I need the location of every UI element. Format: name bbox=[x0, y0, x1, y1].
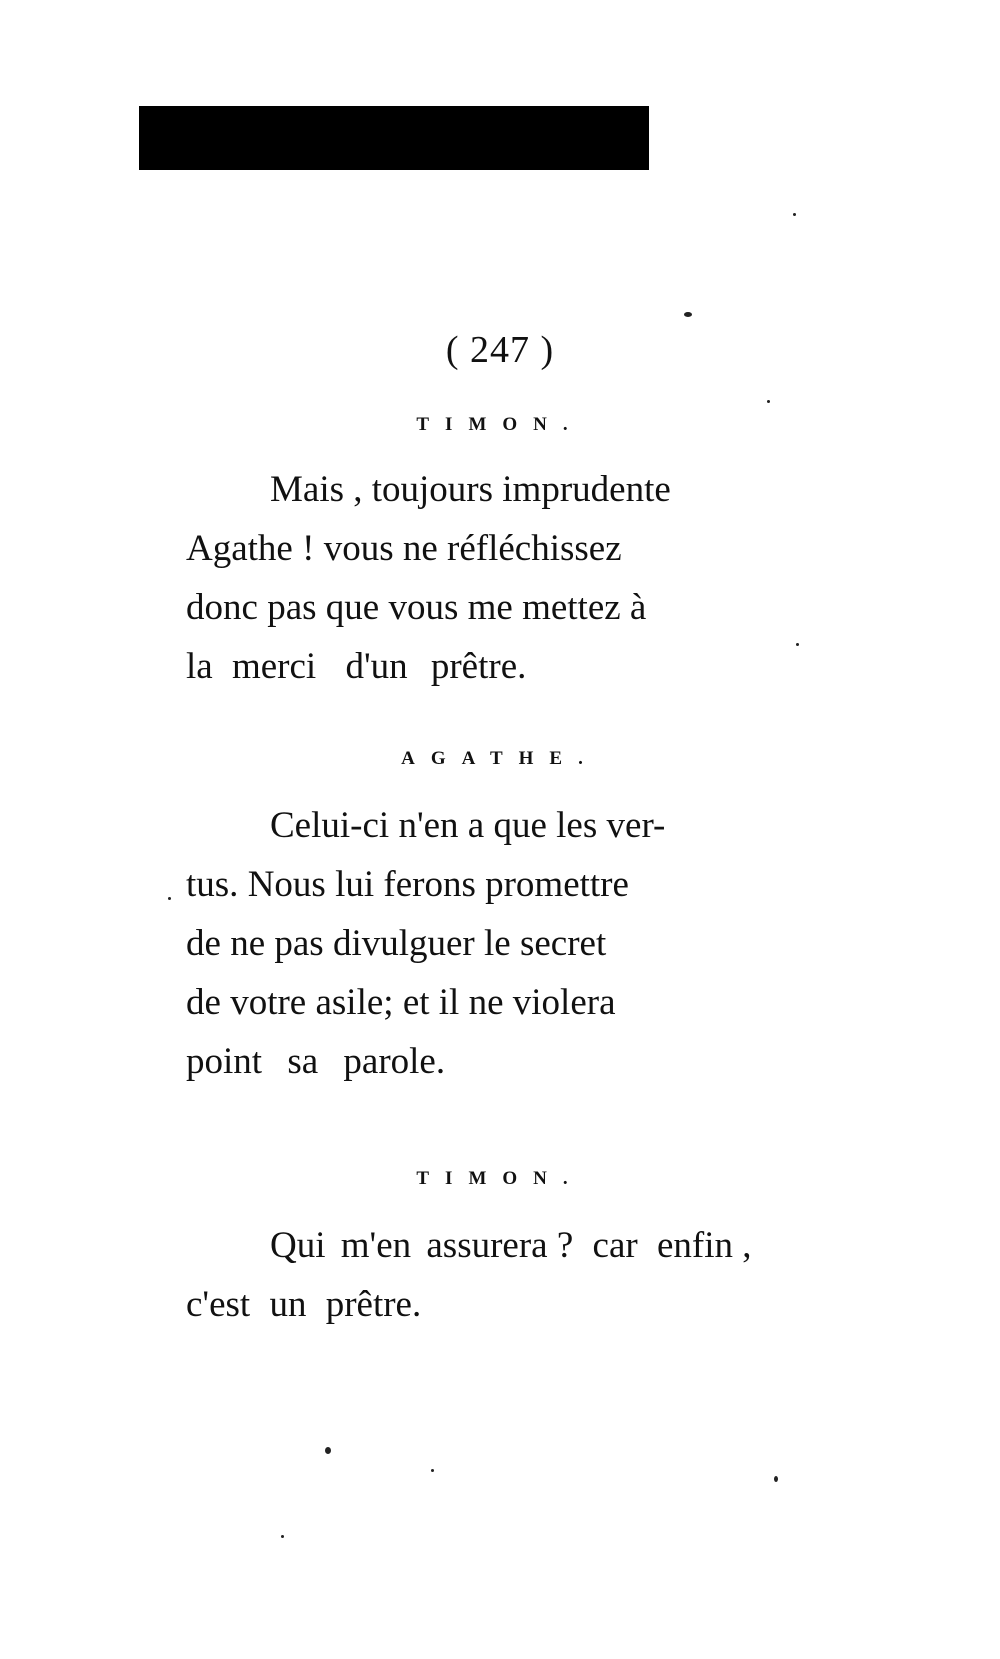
word: et bbox=[402, 982, 430, 1023]
scan-speck bbox=[796, 643, 799, 646]
speaker-label: TIMON. bbox=[416, 414, 584, 435]
scan-speck bbox=[325, 1447, 331, 1454]
word: imprudente bbox=[502, 469, 671, 510]
word: assurera bbox=[426, 1225, 548, 1266]
word: asile; bbox=[315, 982, 394, 1023]
word: point bbox=[186, 1041, 263, 1082]
word: pas bbox=[274, 923, 324, 964]
word: que bbox=[493, 805, 547, 846]
word: , bbox=[353, 469, 363, 510]
word: prêtre. bbox=[430, 646, 527, 687]
word: Nous bbox=[247, 864, 326, 905]
text-line bbox=[186, 914, 736, 973]
scan-speck bbox=[168, 897, 171, 900]
text-line bbox=[186, 1216, 752, 1275]
text-line bbox=[186, 855, 736, 914]
speaker-label: AGATHE. bbox=[401, 748, 599, 769]
word: de bbox=[186, 923, 221, 964]
word: donc bbox=[186, 587, 258, 628]
word: pas bbox=[267, 587, 317, 628]
text-line bbox=[186, 578, 736, 637]
scan-speck bbox=[281, 1535, 284, 1538]
word: Mais bbox=[270, 469, 344, 510]
word: réfléchissez bbox=[447, 528, 622, 569]
word: n'en bbox=[398, 805, 459, 846]
redaction-bar bbox=[139, 106, 649, 170]
page-number: ( 247 ) bbox=[445, 329, 555, 371]
word: ferons bbox=[383, 864, 476, 905]
speech-block bbox=[186, 460, 736, 696]
word: promettre bbox=[485, 864, 629, 905]
speech-block bbox=[186, 796, 736, 1091]
word: car bbox=[592, 1225, 638, 1266]
word: parole. bbox=[343, 1041, 446, 1082]
word: mettez bbox=[522, 587, 621, 628]
word: divulguer bbox=[332, 923, 475, 964]
text-line bbox=[186, 637, 736, 696]
word: ver- bbox=[606, 805, 666, 846]
word: a bbox=[467, 805, 485, 846]
word: vous bbox=[323, 528, 394, 569]
word: que bbox=[325, 587, 380, 628]
word: sa bbox=[287, 1041, 319, 1082]
word: vous bbox=[388, 587, 459, 628]
text-line bbox=[186, 796, 736, 855]
scan-speck bbox=[431, 1469, 434, 1472]
word: toujours bbox=[371, 469, 494, 510]
word: enfin bbox=[656, 1225, 733, 1266]
word: ne bbox=[468, 982, 504, 1023]
word: à bbox=[629, 587, 647, 628]
word: il bbox=[438, 982, 460, 1023]
word: d'un bbox=[345, 646, 408, 687]
word: de bbox=[186, 982, 221, 1023]
word: le bbox=[484, 923, 511, 964]
scan-speck bbox=[767, 400, 770, 403]
word: ! bbox=[302, 528, 315, 569]
word: merci bbox=[231, 646, 317, 687]
word: lui bbox=[335, 864, 375, 905]
word: Celui-ci bbox=[270, 805, 390, 846]
text-line bbox=[186, 1275, 736, 1334]
word: c'est bbox=[186, 1284, 251, 1325]
text-line bbox=[186, 1032, 736, 1091]
word: ne bbox=[402, 528, 438, 569]
word: prêtre. bbox=[325, 1284, 422, 1325]
word: votre bbox=[230, 982, 307, 1023]
word: m'en bbox=[340, 1225, 412, 1266]
speech-block bbox=[186, 1216, 752, 1334]
word: ne bbox=[230, 923, 266, 964]
scan-speck bbox=[793, 213, 796, 216]
word: ? bbox=[556, 1225, 574, 1266]
word: violera bbox=[512, 982, 616, 1023]
speaker-label: TIMON. bbox=[416, 1168, 584, 1189]
word: un bbox=[269, 1284, 307, 1325]
text-line bbox=[186, 519, 736, 578]
word: la bbox=[186, 646, 213, 687]
word: Qui bbox=[270, 1225, 326, 1266]
scan-speck bbox=[684, 312, 692, 317]
word: les bbox=[556, 805, 598, 846]
word: secret bbox=[519, 923, 607, 964]
text-line bbox=[186, 973, 736, 1032]
word: me bbox=[467, 587, 513, 628]
scan-speck bbox=[774, 1476, 778, 1482]
word: , bbox=[742, 1225, 752, 1266]
text-line bbox=[186, 460, 736, 519]
word: Agathe bbox=[186, 528, 293, 569]
word: tus. bbox=[186, 864, 239, 905]
